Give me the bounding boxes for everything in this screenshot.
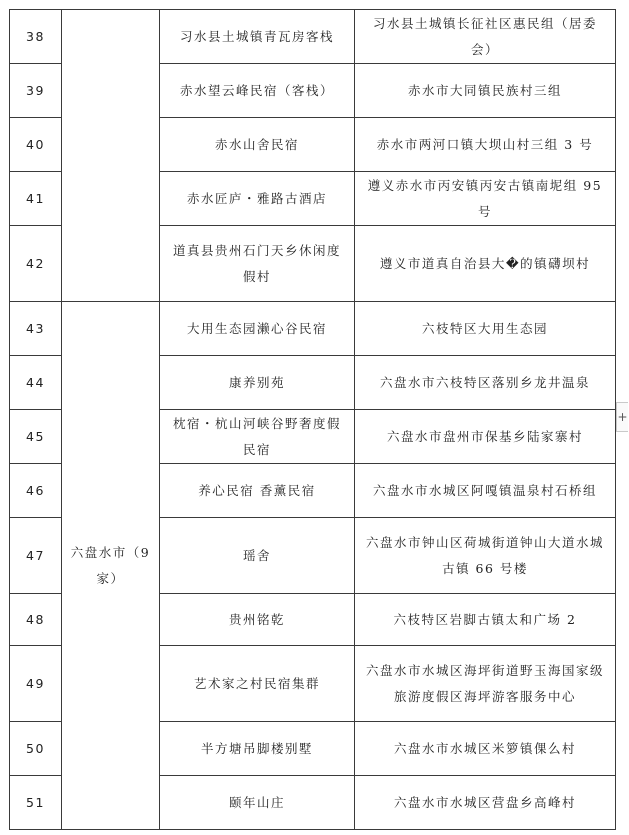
- accommodation-name: 赤水匠庐・雅路古酒店: [160, 172, 355, 226]
- accommodation-address: 遵义市道真自治县大�的镇礴坝村: [355, 226, 616, 302]
- accommodation-address: 六盘水市钟山区荷城街道钟山大道水城古镇 66 号楼: [355, 518, 616, 594]
- accommodation-name: 康养别苑: [160, 356, 355, 410]
- accommodation-name: 贵州铭乾: [160, 594, 355, 646]
- row-number: 44: [10, 356, 62, 410]
- accommodation-name: 养心民宿 香薰民宿: [160, 464, 355, 518]
- row-number: 38: [10, 10, 62, 64]
- accommodation-name: 艺术家之村民宿集群: [160, 646, 355, 722]
- row-number: 43: [10, 302, 62, 356]
- row-number: 41: [10, 172, 62, 226]
- table-row: [10, 302, 616, 356]
- accommodation-address: 六盘水市盘州市保基乡陆家寨村: [355, 410, 616, 464]
- city-cell-empty: [62, 10, 160, 302]
- accommodation-name: 道真县贵州石门天乡休闲度假村: [160, 226, 355, 302]
- row-number: 39: [10, 64, 62, 118]
- row-number: 45: [10, 410, 62, 464]
- accommodation-address: 六盘水市水城区阿嘎镇温泉村石桥组: [355, 464, 616, 518]
- table-row: [10, 10, 616, 64]
- row-number: 49: [10, 646, 62, 722]
- accommodation-address: 六盘水市水城区海坪街道野玉海国家级旅游度假区海坪游客服务中心: [355, 646, 616, 722]
- accommodation-name: 习水县土城镇青瓦房客栈: [160, 10, 355, 64]
- accommodation-address: 赤水市两河口镇大坝山村三组 3 号: [355, 118, 616, 172]
- row-number: 42: [10, 226, 62, 302]
- row-number: 46: [10, 464, 62, 518]
- accommodation-name: 赤水望云峰民宿（客栈）: [160, 64, 355, 118]
- accommodation-address: 赤水市大同镇民族村三组: [355, 64, 616, 118]
- add-row-handle[interactable]: +: [616, 402, 628, 432]
- accommodation-address: 六盘水市水城区营盘乡高峰村: [355, 776, 616, 830]
- accommodation-address: 六枝特区大用生态园: [355, 302, 616, 356]
- row-number: 40: [10, 118, 62, 172]
- accommodation-address: 遵义赤水市丙安镇丙安古镇南坭组 95 号: [355, 172, 616, 226]
- accommodation-name: 枕宿・杭山河峡谷野奢度假民宿: [160, 410, 355, 464]
- row-number: 51: [10, 776, 62, 830]
- accommodation-name: 颐年山庄: [160, 776, 355, 830]
- row-number: 48: [10, 594, 62, 646]
- accommodation-name: 赤水山舍民宿: [160, 118, 355, 172]
- accommodation-name: 瑶舍: [160, 518, 355, 594]
- row-number: 50: [10, 722, 62, 776]
- city-cell-liupanshui: 六盘水市（9家）: [62, 302, 160, 830]
- accommodation-address: 六盘水市六枝特区落别乡龙井温泉: [355, 356, 616, 410]
- accommodation-table: [9, 9, 616, 830]
- row-number: 47: [10, 518, 62, 594]
- accommodation-address: 六枝特区岩脚古镇太和广场 2: [355, 594, 616, 646]
- accommodation-address: 习水县土城镇长征社区惠民组（居委会）: [355, 10, 616, 64]
- accommodation-address: 六盘水市水城区米箩镇倮么村: [355, 722, 616, 776]
- accommodation-name: 大用生态园濑心谷民宿: [160, 302, 355, 356]
- accommodation-name: 半方塘吊脚楼别墅: [160, 722, 355, 776]
